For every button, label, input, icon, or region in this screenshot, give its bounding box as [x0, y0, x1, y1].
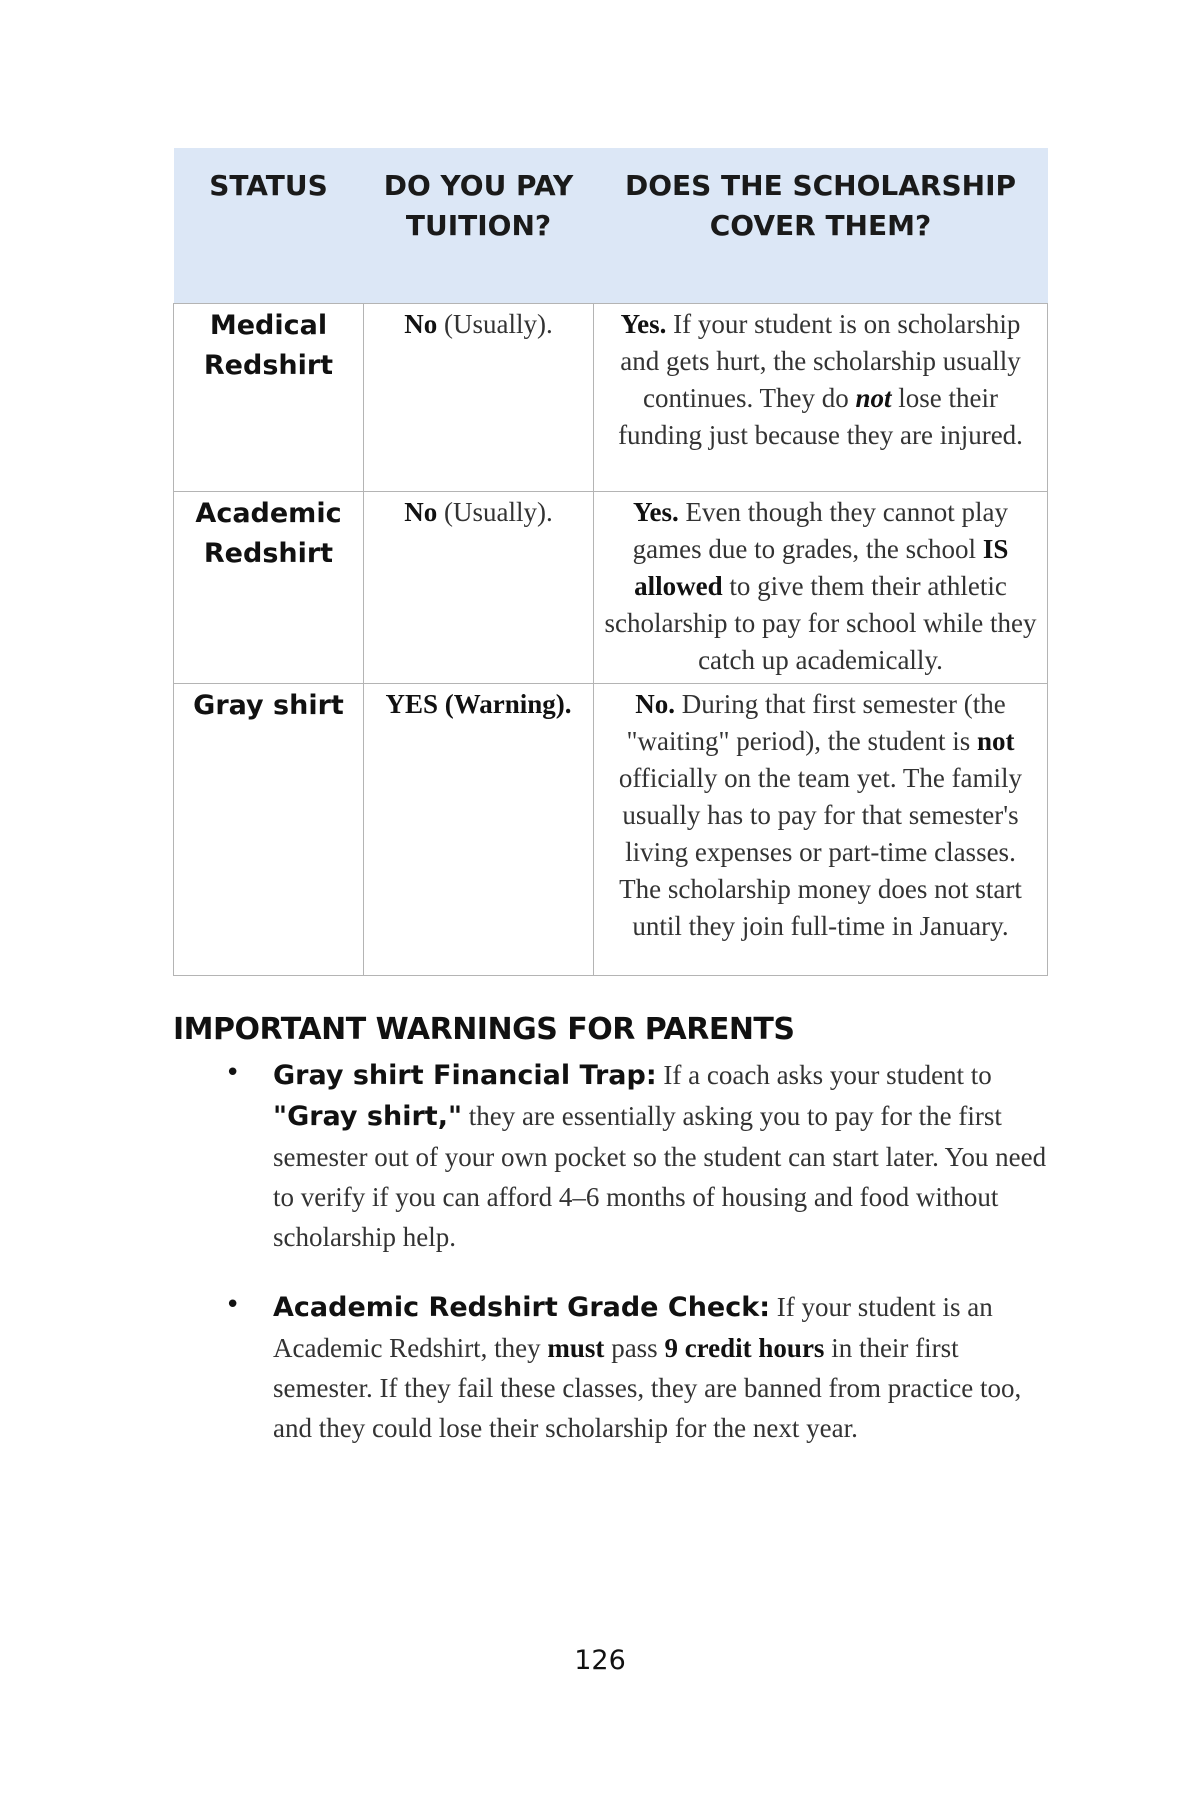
cover-emphasis: not	[855, 383, 892, 413]
cover-text: If your student is on scholarship and gets hurt, the scholarship usually continues. They do	[620, 309, 1021, 413]
warning-emphasis: must	[547, 1333, 605, 1363]
tuition-answer: YES (Warning).	[385, 689, 572, 719]
warning-lead: Academic Redshirt Grade Check:	[273, 1292, 770, 1323]
tuition-note: (Usually).	[437, 309, 553, 339]
list-item	[225, 1287, 1053, 1448]
cover-answer: Yes.	[620, 309, 667, 339]
scholarship-status-table	[173, 148, 1048, 976]
cover-text: lose their funding just because they are injured.	[618, 383, 1023, 450]
tuition-cell	[364, 304, 594, 492]
warning-body: in their first semester. If they fail these classes, they are banned from practice too, and they could lose their scholarship for the next year.	[273, 1333, 1022, 1443]
table-row	[174, 304, 1048, 492]
status-cell: Gray shirt	[174, 684, 364, 976]
cover-cell	[594, 684, 1048, 976]
warning-lead: Gray shirt Financial Trap:	[273, 1060, 657, 1091]
status-cell: Academic Redshirt	[174, 492, 364, 684]
table-header-row	[174, 148, 1048, 304]
cover-answer: No.	[635, 689, 676, 719]
cover-emphasis: not	[976, 726, 1015, 756]
tuition-answer: No	[404, 309, 438, 339]
cover-cell	[594, 492, 1048, 684]
warning-body: pass	[604, 1333, 665, 1363]
cover-text: Even though they cannot play games due to grades, the school	[632, 497, 1008, 564]
warning-text	[273, 1287, 1053, 1448]
tuition-cell	[364, 492, 594, 684]
header-scholarship-cover: DOES THE SCHOLARSHIP COVER THEM?	[594, 148, 1048, 304]
table-row	[174, 492, 1048, 684]
warning-quote: "Gray shirt,"	[273, 1101, 463, 1132]
page-number: 126	[574, 1645, 626, 1676]
warnings-list	[225, 1055, 1053, 1448]
cover-emphasis: IS allowed	[634, 534, 1009, 601]
list-item	[225, 1055, 1053, 1287]
warning-body: If a coach asks your student to	[656, 1060, 992, 1090]
header-pay-tuition: DO YOU PAY TUITION?	[364, 148, 594, 304]
cover-cell	[594, 304, 1048, 492]
section-heading: IMPORTANT WARNINGS FOR PARENTS	[173, 1012, 795, 1047]
tuition-cell	[364, 684, 594, 976]
bullet-icon: •	[225, 1058, 241, 1088]
warning-text	[273, 1055, 1053, 1257]
warning-body: they are essentially asking you to pay for the first semester out of your own pocket so the student can start later. You need to verify if you can afford 4–6 months of housing and food without scholarship help.	[273, 1101, 1047, 1252]
warning-body: If your student is an Academic Redshirt, they	[273, 1292, 993, 1363]
cover-text: officially on the team yet. The family usually has to pay for that semester's living expenses or part-time classes. The scholarship money does not start until they join full-time in January.	[618, 763, 1023, 941]
status-cell: Medical Redshirt	[174, 304, 364, 492]
bullet-icon: •	[225, 1290, 241, 1320]
tuition-answer: No	[404, 497, 438, 527]
table-row	[174, 684, 1048, 976]
cover-answer: Yes.	[633, 497, 679, 527]
cover-text: to give them their athletic scholarship to pay for school while they catch up academically.	[604, 571, 1037, 675]
cover-text: During that first semester (the "waiting" period), the student is	[626, 689, 1006, 756]
warning-emphasis: 9 credit hours	[664, 1333, 825, 1363]
header-status: STATUS	[174, 148, 364, 304]
tuition-note: (Usually).	[437, 497, 553, 527]
